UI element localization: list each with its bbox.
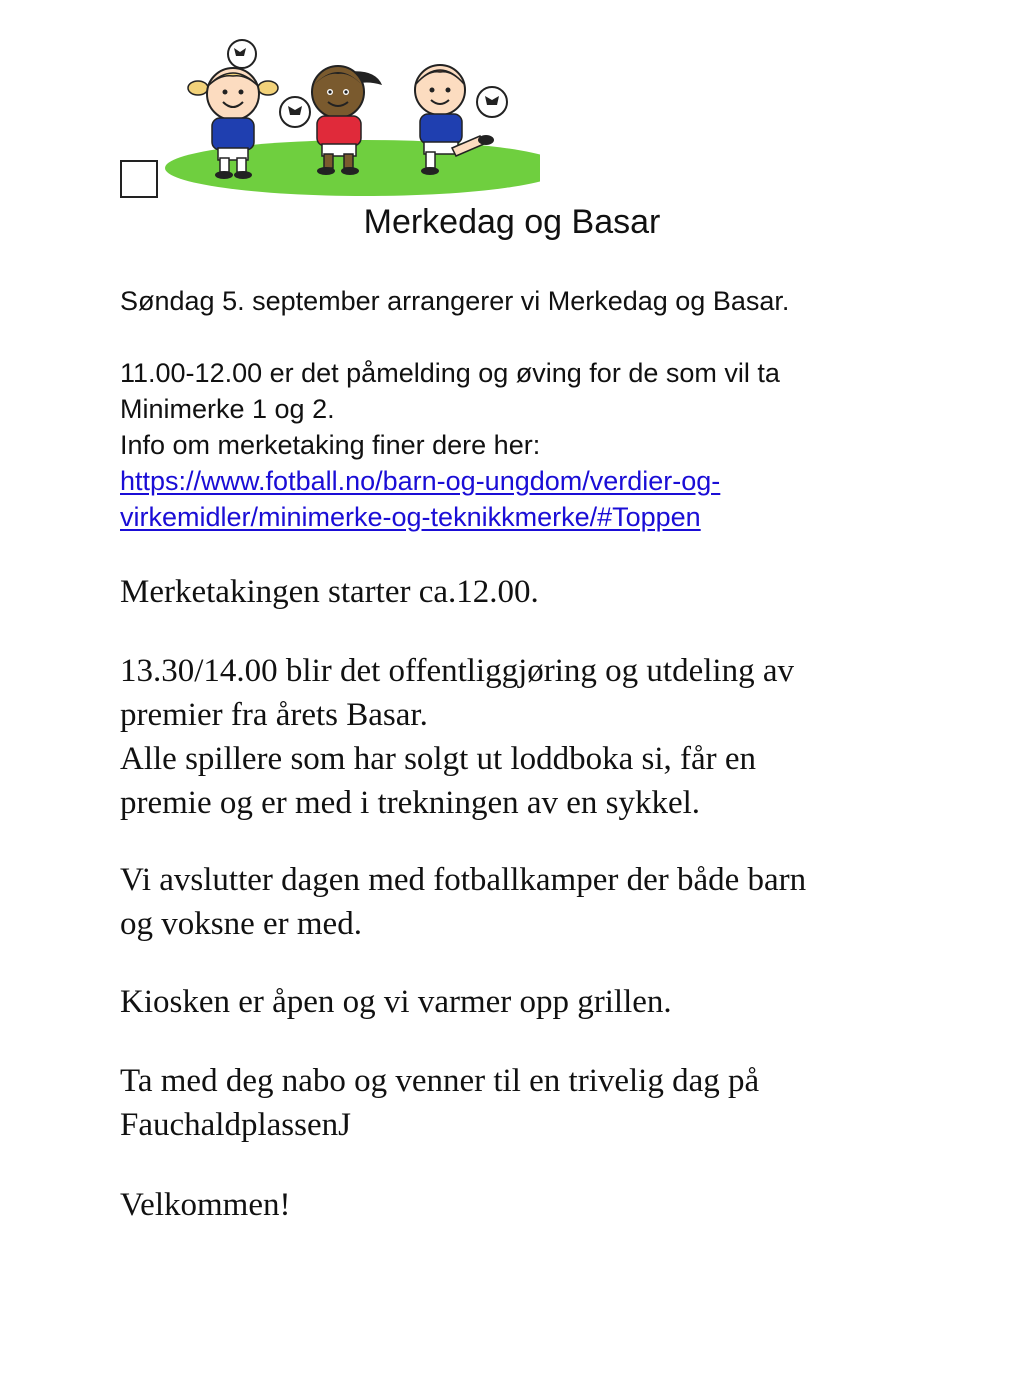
registration-line-2: Minimerke 1 og 2. [120,394,335,424]
kiosk-paragraph: Kiosken er åpen og vi varmer opp grillen. [120,984,672,1020]
registration-paragraph [120,355,920,535]
checkbox-box[interactable] [120,160,158,198]
kids-football-illustration [160,30,540,200]
prizes-line-4: premie og er med i trekningen av en sykkel. [120,785,701,821]
info-text: Info om merketaking finer dere her: [120,430,541,460]
link-line-1[interactable]: https://www.fotball.no/barn-og-ungdom/verdier-og- [120,466,721,496]
matches-line-2: og voksne er med. [120,906,362,942]
start-paragraph: Merketakingen starter ca.12.00. [120,574,539,610]
prizes-line-3: Alle spillere som har solgt ut loddboka si, får en [120,741,757,777]
matches-paragraph [120,858,920,946]
welcome-text: Velkommen! [120,1187,291,1223]
link-line-2[interactable]: virkemidler/minimerke-og-teknikkmerke/#Toppen [120,502,701,532]
invite-paragraph [120,1059,920,1147]
prizes-paragraph [120,649,920,825]
fotball-link[interactable] [120,463,920,535]
invite-line-2: FauchaldplassenJ [120,1107,351,1143]
prizes-line-2: premier fra årets Basar. [120,697,428,733]
registration-line-1: 11.00-12.00 er det påmelding og øving for de som vil ta [120,358,780,388]
invite-line-1: Ta med deg nabo og venner til en trivelig dag på [120,1063,760,1099]
intro-paragraph: Søndag 5. september arrangerer vi Merkedag og Basar. [120,286,790,316]
matches-line-1: Vi avslutter dagen med fotballkamper der både barn [120,862,807,898]
document-title: Merkedag og Basar [363,203,661,241]
prizes-line-1: 13.30/14.00 blir det offentliggjøring og utdeling av [120,653,794,689]
